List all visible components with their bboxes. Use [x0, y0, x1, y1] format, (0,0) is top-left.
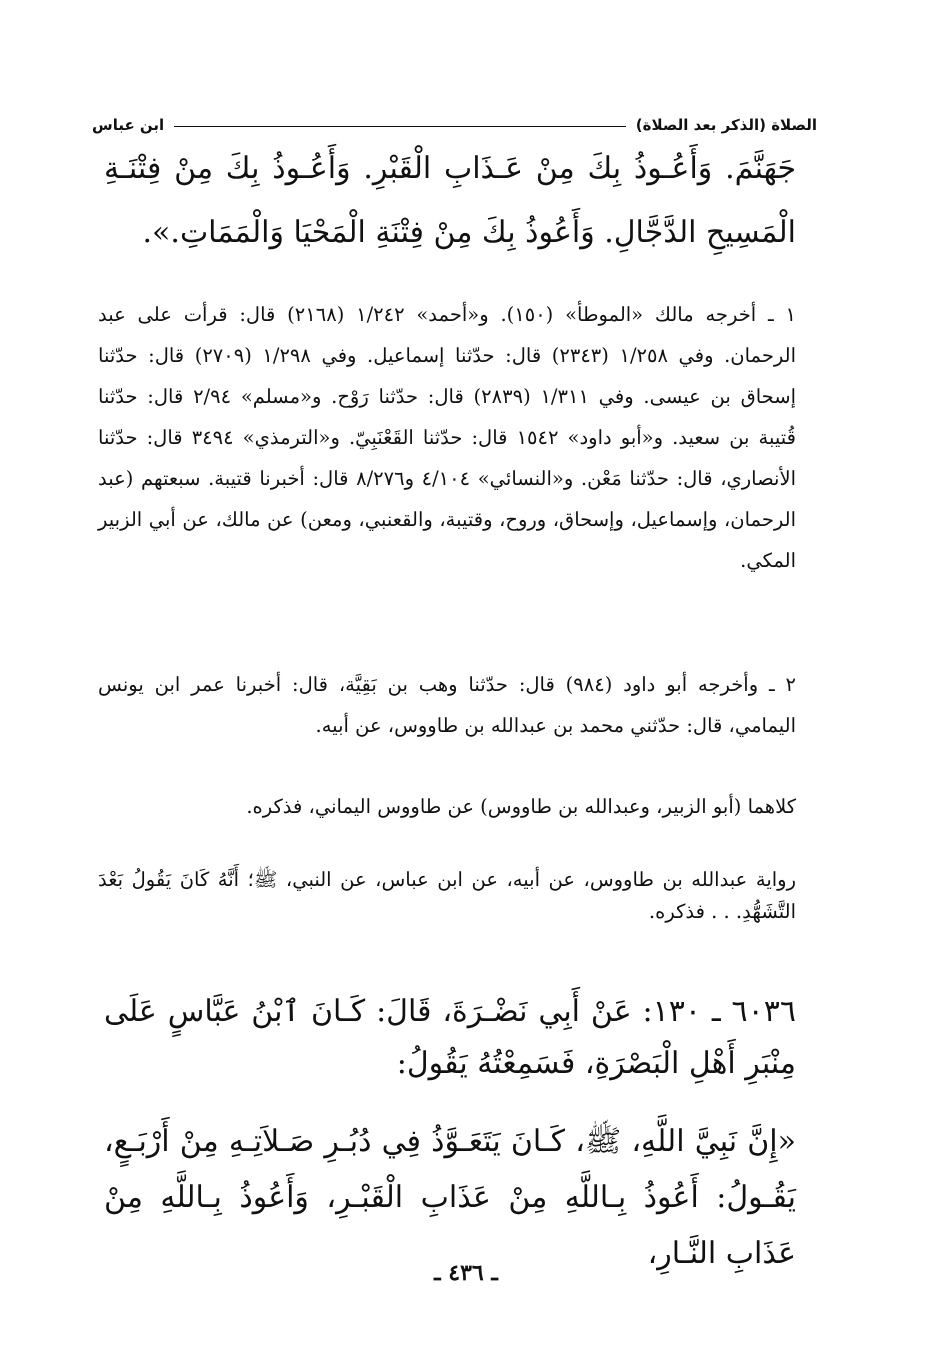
- footnote-2-text: ٢ ـ وأخرجه أبو داود (٩٨٤) قال: حدّثنا وهب بن بَقِيَّة، قال: أخبرنا عمر ابن يونس اليمامي، قال: حدّثني محمد بن عبدالله بن طاووس، عن أبيه.: [98, 673, 797, 737]
- footnote-4: [98, 864, 796, 928]
- header-section-title: الصلاة (الذكر بعد الصلاة): [635, 116, 817, 134]
- footnote-4-text: رواية عبدالله بن طاووس، عن أبيه، عن ابن عباس، عن النبي، ﷺ؛ أَنَّهُ كَانَ يَقُولُ بَعْدَ التَّشَهُّدِ. . . فذكره.: [98, 868, 796, 923]
- footnote-1-text: ١ ـ أخرجه مالك «الموطأ» (١٥٠). و«أحمد» ١/٢٤٢ (٢١٦٨) قال: قرأت على عبد الرحمان. وفي ١/٢٥٨ (٢٣٤٣) قال: حدّثنا إسماعيل. وفي ١/٢٩٨ (٢٧٠٩) قال: حدّثنا إسحاق بن عيسى. وفي ١/٣١١ (٢٨٣٩) قال: حدّثنا رَوْح. و«مسلم» ٢/٩٤ قال: حدّثنا قُتيبة بن سعيد. و«أبو داود» ١٥٤٢ قال: حدّثنا القَعْنَبِيّ. و«الترمذي» ٣٤٩٤ قال: حدّثنا الأنصاري، قال: حدّثنا مَعْن. و«النسائي» ٤/١٠٤ و٨/٢٧٦ قال: أخبرنا قتيبة. سبعتهم (عبد الرحمان، وإسماعيل، وإسحاق، وروح، وقتيبة، والقعنبي، ومعن) عن مالك، عن أبي الزبير المكي.: [98, 303, 797, 572]
- footnote-1: [98, 294, 796, 581]
- running-header: [92, 104, 817, 134]
- hadith-6036-body: [104, 1114, 796, 1282]
- hadith-continuation-text: جَهَنَّمَ. وَأَعُـوذُ بِكَ مِنْ عَـذَابِ الْقَبْرِ. وَأَعُـوذُ بِكَ مِنْ فِتْنَـةِ الْمَسِيحِ الدَّجَّالِ. وَأَعُوذُ بِكَ مِنْ فِتْنَةِ الْمَحْيَا وَالْمَمَاتِ.».: [104, 151, 796, 250]
- footnote-3: [98, 786, 796, 827]
- header-narrator: ابن عباس: [92, 116, 165, 134]
- hadith-6036-intro: [104, 986, 796, 1090]
- footnote-3-text: كلاهما (أبو الزبير، وعبدالله بن طاووس) عن طاووس اليماني، فذكره.: [246, 795, 796, 818]
- hadith-6036-body-text: «إِنَّ نَبِيَّ اللَّهِ، ﷺ، كَـانَ يَتَعَـوَّذُ فِي دُبُـرِ صَـلاَتِـهِ مِنْ أَرْبَـعٍ، يَقُـولُ: أَعُوذُ بِـاللَّهِ مِنْ عَذَابِ الْقَبْـرِ، وَأَعُوذُ بِـاللَّهِ مِنْ عَذَابِ النَّـارِ،: [104, 1124, 796, 1271]
- hadith-6036-intro-text: ٦٠٣٦ ـ ١٣٠: عَنْ أَبِي نَضْـرَةَ، قَالَ: كَـانَ ٱبْنُ عَبَّاسٍ عَلَى مِنْبَرِ أَهْلِ الْبَصْرَةِ، فَسَمِعْتُهُ يَقُولُ:: [104, 994, 796, 1081]
- footnote-2: [98, 664, 796, 746]
- hadith-continuation: [104, 137, 796, 265]
- header-rule: [174, 126, 626, 127]
- page-number: ـ ٤٣٦ ـ: [434, 1260, 498, 1286]
